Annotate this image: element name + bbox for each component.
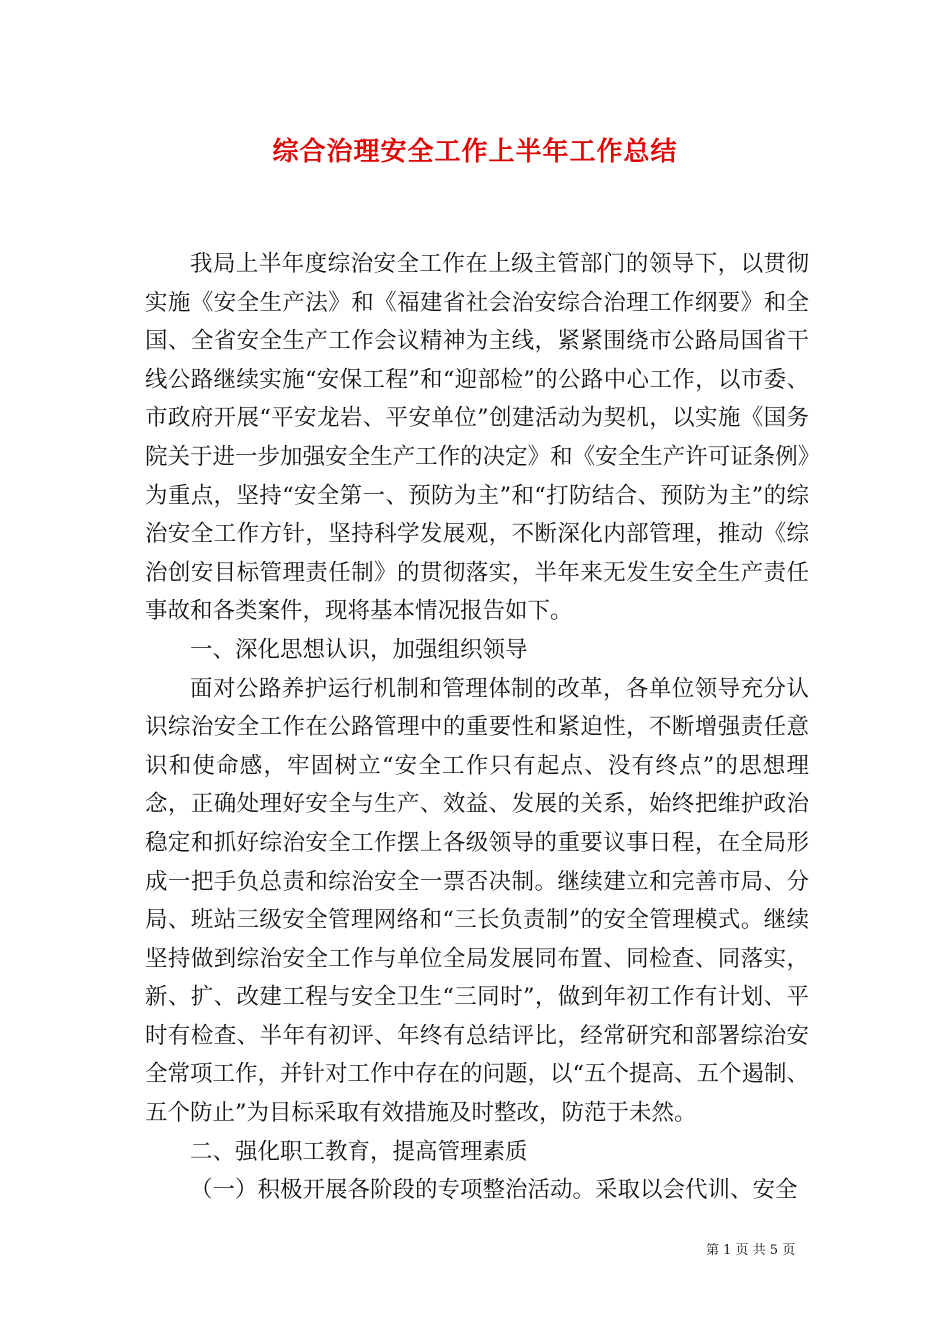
document-title: 综合治理安全工作上半年工作总结 — [272, 137, 678, 167]
section-heading-1: 一、深化思想认识，加强组织领导 — [190, 636, 528, 663]
page-number-footer: 第 1 页 共 5 页 — [706, 1243, 796, 1258]
document-body — [145, 245, 809, 1210]
subsection-1-paragraph: （一）积极开展各阶段的专项整治活动。采取以会代训、安全 — [190, 1177, 798, 1204]
intro-paragraph: 我局上半年度综治安全工作在上级主管部门的领导下，以贯彻实施《安全生产法》和《福建省社会治安综合治理工作纲要》和全国、全省安全生产工作会议精神为主线，紧紧围绕市公路局国省干线公路继续实施“安保工程”和“迎部检”的公路中心工作，以市委、市政府开展“平安龙岩、平安单位”创建活动为契机，以实施《国务院关于进一步加强安全生产工作的决定》和《安全生产许可证条例》为重点，坚持“安全第一、预防为主”和“打防结合、预防为主”的综治安全工作方针，坚持科学发展观，不断深化内部管理，推动《综治创安目标管理责任制》的贯彻落实，半年来无发生安全生产责任事故和各类案件，现将基本情况报告如下。 — [145, 251, 809, 625]
section-heading-2: 二、强化职工教育，提高管理素质 — [190, 1138, 528, 1165]
section-1-paragraph: 面对公路养护运行机制和管理体制的改革，各单位领导充分认识综治安全工作在公路管理中的重要性和紧迫性，不断增强责任意识和使命感，牢固树立“安全工作只有起点、没有终点”的思想理念，正确处理好安全与生产、效益、发展的关系，始终把维护政治稳定和抓好综治安全工作摆上各级领导的重要议事日程，在全局形成一把手负总责和综治安全一票否决制。继续建立和完善市局、分局、班站三级安全管理网络和“三长负责制”的安全管理模式。继续坚持做到综治安全工作与单位全局发展同布置、同检查、同落实，新、扩、改建工程与安全卫生“三同时”，做到年初工作有计划、平时有检查、半年有初评、年终有总结评比，经常研究和部署综治安全常项工作，并针对工作中存在的问题，以“五个提高、五个遏制、五个防止”为目标采取有效措施及时整改，防范于未然。 — [145, 675, 810, 1127]
